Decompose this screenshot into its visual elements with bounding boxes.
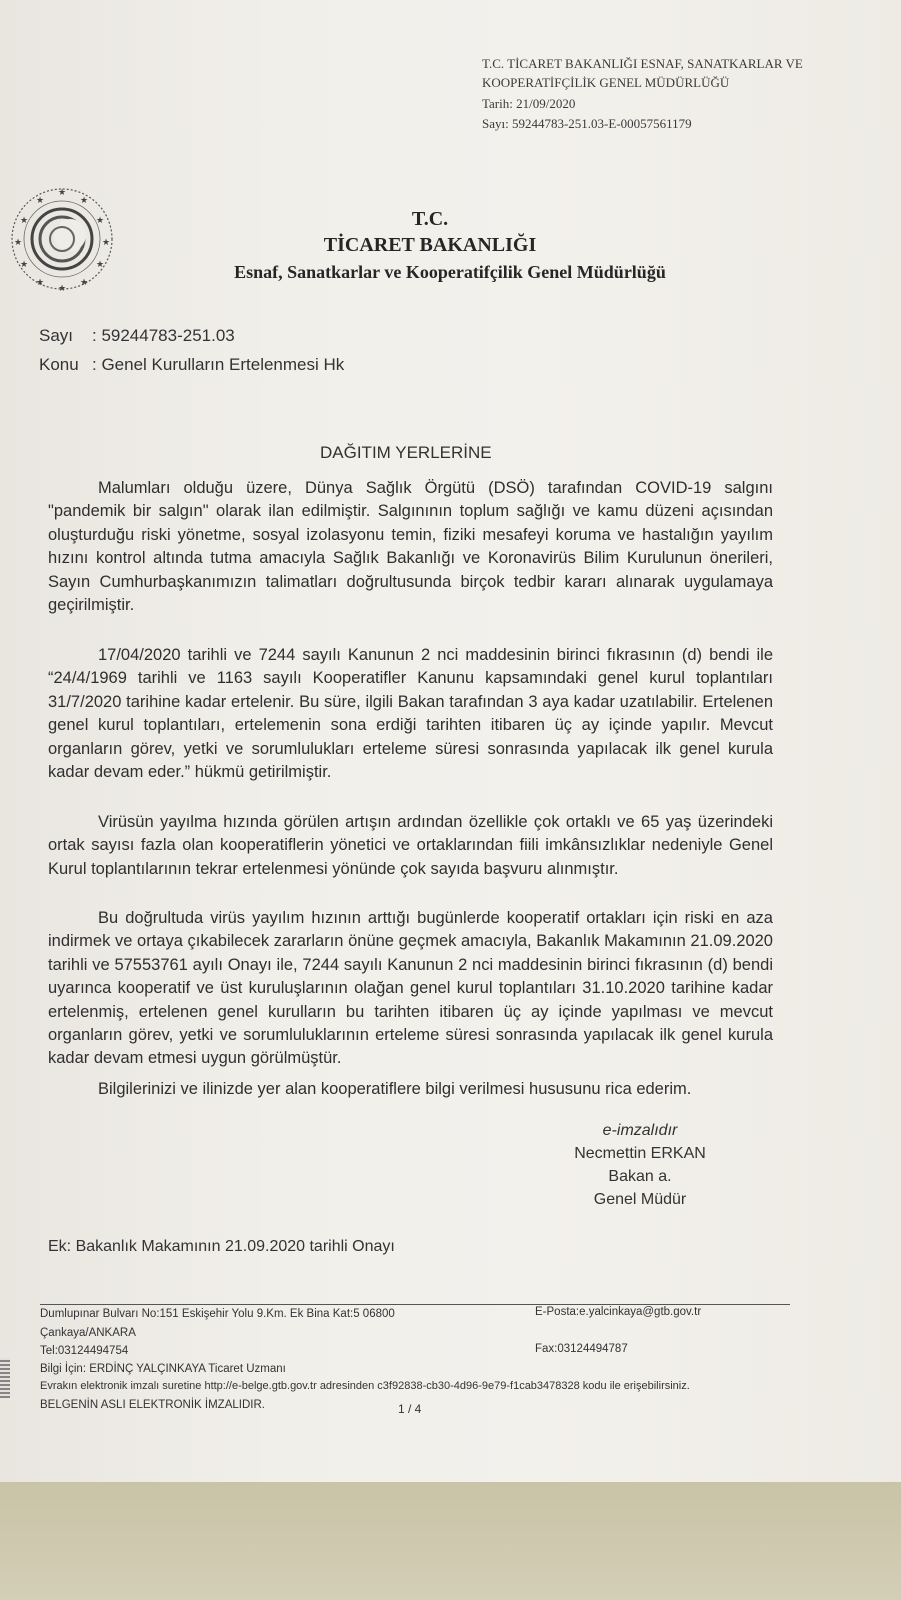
paragraph-5: Bilgilerinizi ve ilinizde yer alan kooperatiflere bilgi verilmesi hususunu rica ederim. [98, 1080, 692, 1098]
letterhead-tc: T.C. [411, 208, 449, 230]
svg-text:★: ★ [102, 238, 111, 248]
letterhead-directorate: Esnaf, Sanatkarlar ve Kooperatifçilik Genel Müdürlüğü [234, 262, 666, 282]
letterhead-ministry: TİCARET BAKANLIĞI [323, 234, 537, 256]
page-number: 1 / 4 [398, 1402, 422, 1416]
konu-label: Konu [39, 355, 79, 374]
stamp-number: Sayı: 59244783-251.03-E-00057561179 [482, 116, 692, 131]
footer-info: Bilgi İçin: ERDİNÇ YALÇINKAYA Ticaret Uzmanı [40, 1363, 286, 1375]
svg-text:★: ★ [58, 284, 67, 294]
svg-text:★: ★ [20, 216, 29, 226]
table-surface [0, 1482, 901, 1600]
svg-text:★: ★ [36, 196, 45, 206]
svg-text:★: ★ [14, 238, 23, 248]
sayi-value: : 59244783-251.03 [92, 326, 235, 345]
svg-text:★: ★ [80, 196, 89, 206]
svg-text:★: ★ [36, 278, 45, 288]
footer-tel: Tel:03124494754 [40, 1345, 129, 1357]
footer-verify: Evrakın elektronik imzalı suretine http://e-belge.gtb.gov.tr adresinden c3f92838-cb30-4d96-9e79-f1cab3478328 kodu ile erişebilirsiniz. [40, 1380, 690, 1392]
svg-text:★: ★ [96, 216, 105, 226]
footer-email: E-Posta:e.yalcinkaya@gtb.gov.tr [535, 1306, 702, 1318]
svg-text:★: ★ [20, 260, 29, 270]
paragraph-4: Bu doğrultuda virüs yayılım hızının arttığı bugünlerde kooperatif ortakları için riski en aza indirmek ve ortaya çıkabilecek zararların önüne geçmek amacıyla, Bakanlık Makamının 21.09.2020 tarihli ve 57553761 ayılı Onayı ile, 7244 sayılı Kanunun 2 nci maddesinin birinci fıkrasının (d) bendi uyarınca kooperatif ve üst kuruluşlarının olağan genel kurul toplantıları 31.10.2020 tarihine kadar ertelenmiş, ertelenen genel kurulların bu tarihten itibaren üç ay içinde yapılması ve mevcut organların görev, yetki ve sorumluluklarının erteleme süresi sonrasında yapılacak ilk genel kurula kadar devam etmesi uygun görülmüştür. [48, 909, 773, 1068]
sayi-label: Sayı [39, 326, 74, 345]
paragraph-2: 17/04/2020 tarihli ve 7244 sayılı Kanunun 2 nci maddesinin birinci fıkrasının (d) bendi ile “24/4/1969 tarihli ve 1163 sayılı Kooperatifler Kanunu kapsamındaki genel kurul toplantıları 31/7/2020 tarihine kadar ertelenir. Bu süre, ilgili Bakan tarafından 3 aya kadar uzatılabilir. Ertelenen genel kurul toplantıları, ertelemenin sona erdiği tarihten itibaren üç ay içinde yapılır. Mevcut organların görev, yetki ve sorumlulukları erteleme süresi sonrasında yapılacak ilk genel kurula kadar devam eder.” hükmü getirilmiştir. [48, 646, 773, 782]
barcode-icon [0, 1358, 10, 1398]
attachment-note: Ek: Bakanlık Makamının 21.09.2020 tarihli Onayı [48, 1238, 395, 1255]
svg-text:★: ★ [80, 278, 89, 288]
signatory-role-2: Genel Müdür [593, 1191, 687, 1208]
e-signature-note: e-imzalıdır [602, 1122, 678, 1139]
ministry-seal-icon [8, 183, 116, 295]
paragraph-1: Malumları olduğu üzere, Dünya Sağlık Örgütü (DSÖ) tarafından COVID-19 salgını "pandemik bir salgın" olarak ilan edilmiştir. Salgınının toplum sağlığı ve kamu düzeni açısından oluşturduğu riski yönetme, sosyal izolasyonu temin, fiziki mesafeyi koruma ve hastalığın yayılım hızını kontrol altında tutma amacıyla Sağlık Bakanlığı ve Koronavirüs Bilim Kurulunun önerileri, Sayın Cumhurbaşkanımızın talimatları doğrultusunda birçok tedbir kararı alınarak uygulamaya geçirilmiştir. [48, 479, 773, 615]
stamp-date: Tarih: 21/09/2020 [482, 96, 576, 111]
svg-text:★: ★ [58, 188, 67, 198]
footer-authentic: BELGENİN ASLI ELEKTRONİK İMZALIDIR. [40, 1399, 265, 1411]
footer-address-2: Çankaya/ANKARA [40, 1327, 136, 1339]
footer-fax: Fax:03124494787 [535, 1343, 628, 1355]
stamp-line-2: KOOPERATİFÇİLİK GENEL MÜDÜRLÜĞÜ [482, 75, 730, 90]
footer-address-1: Dumlupınar Bulvarı No:151 Eskişehir Yolu 9.Km. Ek Bina Kat:5 06800 [40, 1308, 395, 1320]
footer-divider [40, 1304, 790, 1305]
konu-value: : Genel Kurulların Ertelenmesi Hk [92, 355, 345, 374]
paragraph-3: Virüsün yayılma hızında görülen artışın ardından özellikle çok ortaklı ve 65 yaş üzerindeki ortak sayısı fazla olan kooperatiflerin yönetici ve ortaklarından fiili imkânsızlıklar nedeniyle Genel Kurul toplantılarının tekrar ertelenmesi yönünde çok sayıda başvuru alınmıştır. [48, 813, 773, 878]
recipient-heading: DAĞITIM YERLERİNE [320, 443, 492, 462]
stamp-line-1: T.C. TİCARET BAKANLIĞI ESNAF, SANATKARLAR VE [482, 56, 803, 71]
signatory-name: Necmettin ERKAN [574, 1145, 706, 1162]
signatory-role-1: Bakan a. [608, 1168, 672, 1185]
svg-text:★: ★ [96, 260, 105, 270]
